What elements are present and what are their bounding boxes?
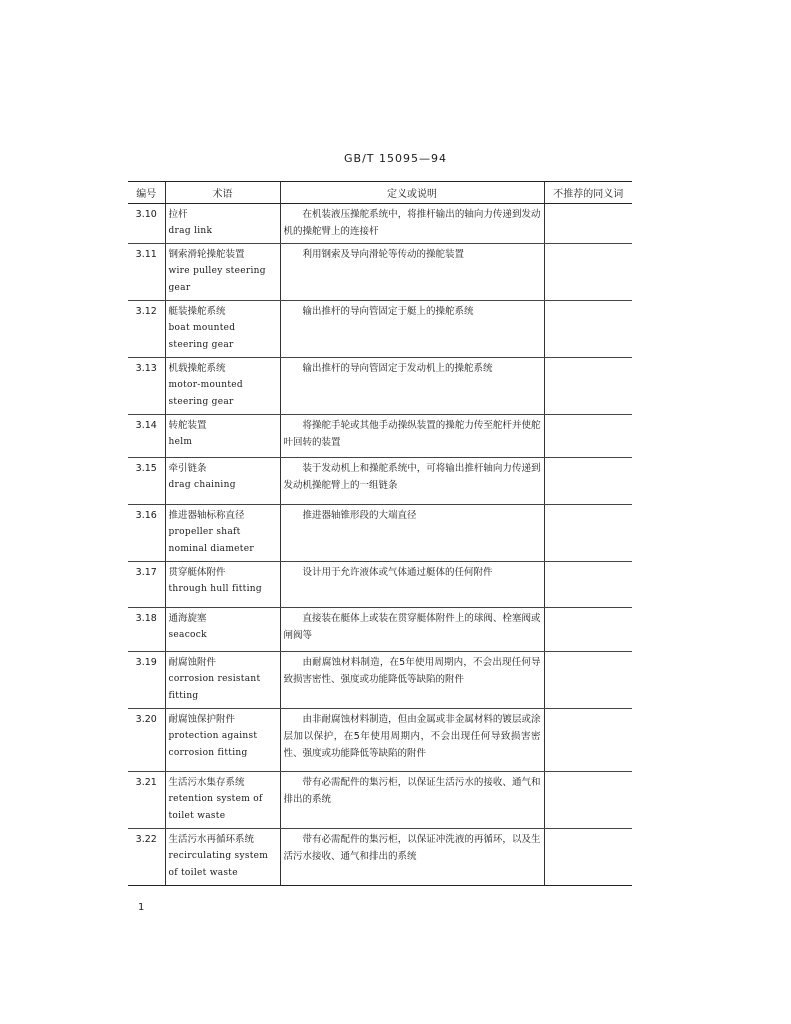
deprecated-synonym bbox=[544, 458, 632, 505]
term-english: drag link bbox=[168, 226, 213, 236]
term-chinese: 生活污水集存系统 bbox=[168, 777, 245, 788]
deprecated-synonym bbox=[544, 301, 632, 358]
term-cell bbox=[165, 652, 280, 709]
column-header-definition: 定义或说明 bbox=[280, 182, 544, 204]
table-row bbox=[128, 829, 632, 886]
term-english: helm bbox=[168, 437, 193, 447]
standard-code: GB/T 15095—94 bbox=[344, 152, 447, 165]
term-chinese: 钢索滑轮操舵装置 bbox=[168, 249, 245, 260]
term-chinese: 推进器轴标称直径 bbox=[168, 510, 245, 521]
page-number: 1 bbox=[138, 902, 145, 913]
term-cell bbox=[165, 204, 280, 244]
term-cell bbox=[165, 358, 280, 415]
term-definition: 装于发动机上和操舵系统中，可将输出推杆轴向力传递到发动机操舵臂上的一组链条 bbox=[280, 458, 544, 505]
term-number: 3.15 bbox=[128, 458, 165, 505]
deprecated-synonym bbox=[544, 709, 632, 772]
column-header-number: 编号 bbox=[128, 182, 165, 204]
deprecated-synonym bbox=[544, 652, 632, 709]
term-english: boat mounted steering gear bbox=[168, 323, 236, 350]
term-chinese: 耐腐蚀附件 bbox=[168, 657, 217, 668]
term-definition: 在机装液压操舵系统中，将推杆输出的轴向力传递到发动机的操舵臂上的连接杆 bbox=[280, 204, 544, 244]
term-english: recirculating system of toilet waste bbox=[168, 851, 269, 878]
term-number: 3.14 bbox=[128, 415, 165, 458]
term-chinese: 牵引链条 bbox=[168, 463, 207, 474]
term-definition: 推进器轴锥形段的大端直径 bbox=[280, 505, 544, 562]
term-cell bbox=[165, 244, 280, 301]
table-row bbox=[128, 709, 632, 772]
term-number: 3.18 bbox=[128, 608, 165, 652]
term-chinese: 耐腐蚀保护附件 bbox=[168, 714, 236, 725]
terms-table bbox=[128, 181, 632, 886]
term-cell bbox=[165, 301, 280, 358]
term-chinese: 转舵装置 bbox=[168, 420, 207, 431]
term-chinese: 艇装操舵系统 bbox=[168, 306, 226, 317]
table-row bbox=[128, 204, 632, 244]
term-cell bbox=[165, 505, 280, 562]
term-definition: 输出推杆的导向管固定于艇上的操舵系统 bbox=[280, 301, 544, 358]
column-header-term: 术语 bbox=[165, 182, 280, 204]
term-cell bbox=[165, 829, 280, 886]
term-number: 3.10 bbox=[128, 204, 165, 244]
table-row bbox=[128, 458, 632, 505]
deprecated-synonym bbox=[544, 772, 632, 829]
term-chinese: 拉杆 bbox=[168, 209, 188, 220]
term-number: 3.21 bbox=[128, 772, 165, 829]
term-number: 3.17 bbox=[128, 562, 165, 608]
table-row bbox=[128, 358, 632, 415]
table-header-row bbox=[128, 182, 632, 204]
table-row bbox=[128, 301, 632, 358]
deprecated-synonym bbox=[544, 829, 632, 886]
term-cell bbox=[165, 709, 280, 772]
term-english: motor-mounted steering gear bbox=[168, 380, 243, 407]
term-definition: 由耐腐蚀材料制造，在5年使用周期内，不会出现任何导致损害密性、强度或功能降低等缺陷的附件 bbox=[280, 652, 544, 709]
table-row bbox=[128, 244, 632, 301]
term-number: 3.22 bbox=[128, 829, 165, 886]
term-definition: 带有必需配件的集污柜，以保证生活污水的接收、通气和排出的系统 bbox=[280, 772, 544, 829]
term-english: wire pulley steering gear bbox=[168, 266, 266, 293]
term-cell bbox=[165, 772, 280, 829]
term-definition: 输出推杆的导向管固定于发动机上的操舵系统 bbox=[280, 358, 544, 415]
term-definition: 直接装在艇体上或装在贯穿艇体附件上的球阀、栓塞阀或闸阀等 bbox=[280, 608, 544, 652]
term-cell bbox=[165, 415, 280, 458]
term-chinese: 贯穿艇体附件 bbox=[168, 567, 226, 578]
term-definition: 由非耐腐蚀材料制造，但由金属或非金属材料的镀层或涂层加以保护，在5年使用周期内，不会出现任何导致损害密性、强度或功能降低等缺陷的附件 bbox=[280, 709, 544, 772]
term-chinese: 机载操舵系统 bbox=[168, 363, 226, 374]
term-english: retention system of toilet waste bbox=[168, 794, 263, 821]
table-row bbox=[128, 652, 632, 709]
term-english: protection against corrosion fitting bbox=[168, 731, 258, 758]
column-header-synonym: 不推荐的同义词 bbox=[544, 182, 632, 204]
deprecated-synonym bbox=[544, 244, 632, 301]
term-number: 3.20 bbox=[128, 709, 165, 772]
term-definition: 带有必需配件的集污柜，以保证冲洗液的再循环，以及生活污水接收、通气和排出的系统 bbox=[280, 829, 544, 886]
table-row bbox=[128, 415, 632, 458]
table-row bbox=[128, 505, 632, 562]
term-english: seacock bbox=[168, 630, 207, 640]
term-chinese: 生活污水再循环系统 bbox=[168, 834, 255, 845]
term-english: drag chaining bbox=[168, 480, 236, 490]
term-english: propeller shaft nominal diameter bbox=[168, 527, 254, 554]
term-number: 3.11 bbox=[128, 244, 165, 301]
term-number: 3.19 bbox=[128, 652, 165, 709]
term-chinese: 通海旋塞 bbox=[168, 613, 207, 624]
term-definition: 设计用于允许液体或气体通过艇体的任何附件 bbox=[280, 562, 544, 608]
term-definition: 将操舵手轮或其他手动操纵装置的操舵力传至舵杆并使舵叶回转的装置 bbox=[280, 415, 544, 458]
deprecated-synonym bbox=[544, 204, 632, 244]
term-definition: 利用钢索及导向滑轮等传动的操舵装置 bbox=[280, 244, 544, 301]
term-number: 3.16 bbox=[128, 505, 165, 562]
term-cell bbox=[165, 562, 280, 608]
deprecated-synonym bbox=[544, 505, 632, 562]
term-english: through hull fitting bbox=[168, 584, 262, 594]
deprecated-synonym bbox=[544, 562, 632, 608]
term-english: corrosion resistant fitting bbox=[168, 674, 261, 701]
term-cell bbox=[165, 608, 280, 652]
table-row bbox=[128, 608, 632, 652]
deprecated-synonym bbox=[544, 358, 632, 415]
term-cell bbox=[165, 458, 280, 505]
deprecated-synonym bbox=[544, 415, 632, 458]
table-row bbox=[128, 562, 632, 608]
table-row bbox=[128, 772, 632, 829]
deprecated-synonym bbox=[544, 608, 632, 652]
term-number: 3.13 bbox=[128, 358, 165, 415]
term-number: 3.12 bbox=[128, 301, 165, 358]
